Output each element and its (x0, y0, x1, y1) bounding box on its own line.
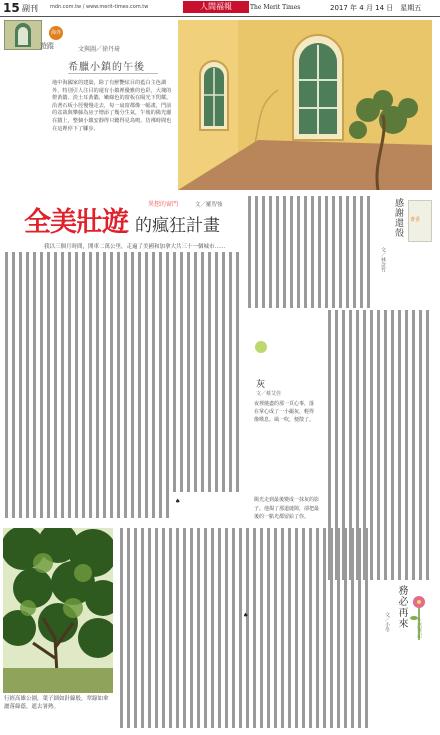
main-title-highlight: 全美壯遊 (24, 207, 128, 238)
main-article-body (3, 252, 243, 520)
photo-caption: 行經高雄公園，葉子細如針線般，翠綠如傘灑落綠蔭，遮去暑熱。 (4, 696, 109, 710)
right-article-body-top (246, 196, 376, 308)
feature-body: 地中海國家的建築，除了有鮮艷炫目的藍白主色調外，特別引人注目的還有小鎮裡優雅的色彩，大塊的橙黃牆、淡土耳黃牆，嫩綠色的窗板在陽光下閃耀。沿著石板小徑慢慢走去，每一扇窗都像一幅畫，門前的盆栽與攀藤為房子增添了幾分生氣，午後的陽光灑在牆上，整個小鎮安靜得只聽得見鳥鳴，彷彿時間也在這裡停下了腳步。 (52, 80, 172, 132)
section-name: 副刊 (22, 4, 38, 13)
category-tag: 海外 (49, 26, 63, 40)
feature-title: 希臘小鎮的午後 (68, 62, 145, 73)
yellow-wall-windows-photo (178, 20, 432, 190)
page-number: 15 (3, 1, 20, 15)
article-end-mark: ♠ (175, 498, 181, 505)
title-divider (68, 73, 158, 74)
ash-icon (255, 341, 267, 353)
tree-canopy-photo (3, 528, 113, 693)
article-end-mark-2: ♠ (243, 612, 249, 619)
column-tag-bottom: 生活筆記 (416, 618, 422, 638)
bottom-right-title: 務必再來 (396, 585, 407, 629)
site-url[interactable]: mdn.com.tw / www.merit-times.com.tw (50, 4, 149, 10)
ash-body: 夜裡燒盡的那一頁心事，落在掌心成了一小撮灰，輕得像嘆息。風一吹，便散了。 (254, 401, 315, 423)
ash-footer: 陽光走到最後變成一抹灰的影子。他揭了那道縫隙，卻把最後的一點光都留給了你。 (254, 497, 320, 520)
issue-date: 2017 年 4 月 14 日 星期五 (330, 4, 422, 12)
right-article-byline: 文／林念竹 (380, 247, 386, 272)
ash-title: 灰 (256, 380, 266, 390)
ash-byline: 文／蔡艾佳 (256, 391, 282, 397)
newspaper-logo-en: The Merit Times (250, 4, 301, 11)
column-badge: 異想的窗門 (148, 201, 179, 208)
category-label: 遊蹤 (40, 42, 54, 50)
bottom-right-byline: 文／小冬 (384, 612, 390, 632)
main-byline: 文／羅智強 (195, 202, 223, 208)
main-lead: 我以三個月時間，開車二萬公里，走遍了美國和加拿大共三十一個城市…… (44, 244, 226, 250)
column-tag: 書香 (410, 217, 421, 223)
right-article-title: 感謝還殼 (393, 198, 403, 238)
bottom-article-body (118, 528, 378, 728)
newspaper-logo: 人間福報 (183, 1, 249, 13)
feature-byline: 文與圖／徐丹琦 (78, 46, 121, 53)
small-window-photo (4, 20, 42, 50)
main-title-rest: 的瘋狂計畫 (135, 216, 220, 236)
